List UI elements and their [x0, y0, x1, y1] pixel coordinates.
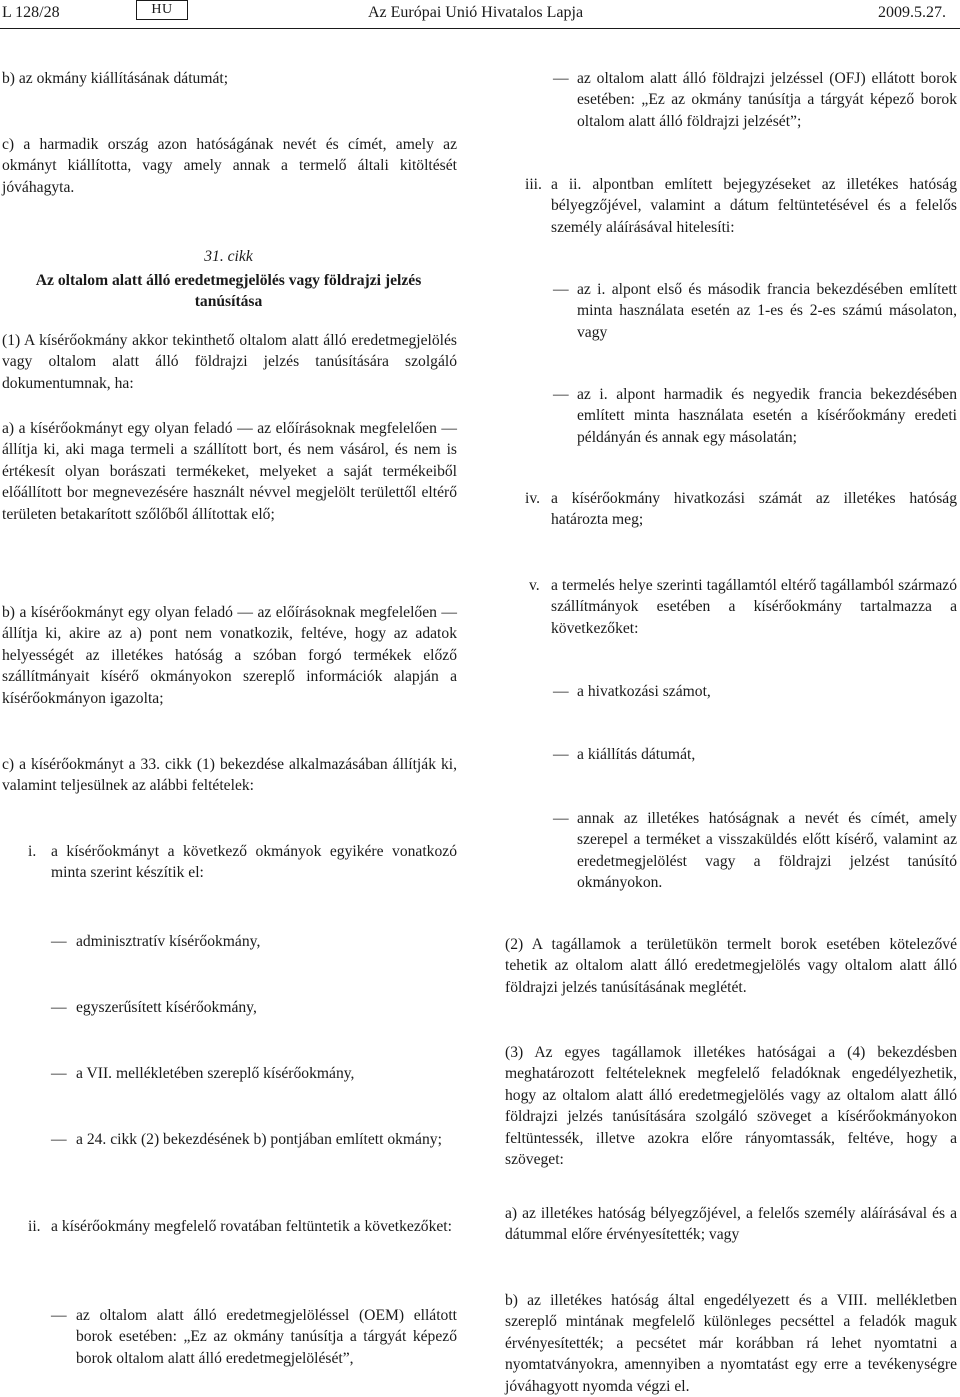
paragraph-2: (2) A tagállamok a területükön termelt borok esetében kötelezővé tehetik az oltalom alatt álló eredetmegjelölés vagy oltalom alatt álló földrajzi jelzés tanúsításának meglétét.: [505, 936, 957, 996]
article-number: 31. cikk: [204, 248, 253, 265]
article-title: Az oltalom alatt álló eredetmegjelölés vagy földrajzi jelzés tanúsítása: [35, 272, 422, 311]
subpoint-v-number: v.: [529, 577, 540, 594]
subpoint-i-number: i.: [28, 843, 37, 860]
subpoint-ii-number: ii.: [28, 1218, 41, 1235]
dash-mark: —: [51, 1131, 67, 1148]
dash-mark: —: [553, 70, 569, 87]
dash-text: az oltalom alatt álló földrajzi jelzéssel (OFJ) ellátott borok esetében: „Ez az okmány tanúsítja a tárgyát képező borok oltalom alatt álló földrajzi jelzését”;: [577, 70, 957, 130]
point-a: a) a kísérőokmányt egy olyan feladó — az előírásoknak megfelelően — állítja ki, aki maga termeli a szállított bort, és nem vásárol, és nem is értékesít olyan borászati termékeket, melyeket a saját termékeiből előállított bor megnevezésére használt névvel megjelölt területtől eltérő területen betakarított szőlőből állítottak elő;: [2, 420, 457, 523]
page-header: [0, 0, 960, 28]
dash-text: egyszerűsített kísérőokmány,: [76, 999, 257, 1016]
point-b: b) a kísérőokmányt egy olyan feladó — az előírásoknak megfelelően — állítja ki, akire az a) pont nem vonatkozik, feltéve, hogy az adatok helyességét az illetékes hatóság a szóban forgó termékek előző szállítmányait kísérő okmányokon szereplő információk alapján a kísérőokmányon igazolta;: [2, 604, 457, 707]
dash-mark: —: [51, 1065, 67, 1082]
subpoint-v-text: a termelés helye szerinti tagállamtól eltérő tagállamból származó szállítmányok esetében a kísérőokmány tartalmazza a következőket:: [551, 577, 957, 637]
paragraph-1: (1) A kísérőokmány akkor tekinthető oltalom alatt álló eredetmegjelölés vagy oltalom alatt álló földrajzi jelzés tanúsítására szolgáló dokumentumnak, ha:: [2, 332, 457, 392]
dash-mark: —: [553, 281, 569, 298]
dash-mark: —: [51, 999, 67, 1016]
subpoint-iii-text: a ii. alpontban említett bejegyzéseket az illetékes hatóság bélyegzőjével, valamint a dátum feltüntetésével és a felelős személy aláírásával hitelesíti:: [551, 176, 957, 236]
subpoint-iv-text: a kísérőokmány hivatkozási számát az illetékes hatóság határozta meg;: [551, 490, 957, 529]
subpoint-i-text: a kísérőokmányt a következő okmányok egyikére vonatkozó minta szerint készítik el:: [51, 843, 457, 882]
subpoint-iv-number: iv.: [525, 490, 541, 507]
paragraph-3: (3) Az egyes tagállamok illetékes hatóságai a (4) bekezdésben meghatározott feltételeknek megfelelő feladóknak engedélyezhetik, hogy az oltalom alatt álló eredetmegjelölés vagy az oltalom alatt álló földrajzi jelzés tanúsítására szolgáló szöveget a kísérőokmányokon feltüntessék, illetve azokra előre rányomtassák, feltéve, hogy a szöveget:: [505, 1044, 957, 1169]
dash-text: a 24. cikk (2) bekezdésének b) pontjában említett okmány;: [76, 1131, 442, 1148]
dash-text: az i. alpont harmadik és negyedik francia bekezdésében említett minta használata esetén a kísérőokmány eredeti példányán és annak egy másolatán;: [577, 386, 957, 446]
dash-mark: —: [51, 933, 67, 950]
paragraph-3-point-a: a) az illetékes hatóság bélyegzőjével, a felelős személy aláírásával és a dátummal előre érvényesítették; vagy: [505, 1205, 957, 1244]
point-b-date: b) az okmány kiállításának dátumát;: [2, 70, 229, 87]
publication-date: 2009.5.27.: [878, 4, 946, 21]
language-code-box: HU: [136, 0, 188, 20]
dash-text: a hivatkozási számot,: [577, 683, 711, 700]
dash-text: adminisztratív kísérőokmány,: [76, 933, 261, 950]
dash-text: annak az illetékes hatóságnak a nevét és címét, amely szerepel a terméket a visszaküldés előtt kísérő, valamint az eredetmegjelölést vagy a földrajzi jelzést tanúsító okmányokon.: [577, 810, 957, 892]
subpoint-ii-text: a kísérőokmány megfelelő rovatában feltüntetik a következőket:: [51, 1218, 452, 1235]
dash-text: az oltalom alatt álló eredetmegjelöléssel (OEM) ellátott borok esetében: „Ez az okmány tanúsítja a tárgyát képező borok oltalom alatt álló eredetmegjelölését”,: [76, 1307, 457, 1367]
subpoint-iii-number: iii.: [525, 176, 542, 193]
dash-text: a kiállítás dátumát,: [577, 746, 696, 763]
page-reference: L 128/28: [2, 4, 60, 21]
header-rule: [0, 28, 960, 29]
dash-mark: —: [553, 746, 569, 763]
dash-mark: —: [51, 1307, 67, 1324]
dash-text: az i. alpont első és második francia bekezdésében említett minta használata esetén az 1-es és 2-es számú másolaton, vagy: [577, 281, 957, 341]
dash-mark: —: [553, 683, 569, 700]
dash-mark: —: [553, 386, 569, 403]
paragraph-3-point-b: b) az illetékes hatóság által engedélyezett és a VIII. mellékletben szereplő mintának megfelelő különleges pecséttel a feladók maguk érvényesítették; a pecsétet már korábban rá lehet nyomtatni a nyomtatványokra, amennyiben a nyomtatást egy erre a tevékenységre jóváhagyott nyomda végzi el.: [505, 1292, 957, 1395]
dash-text: a VII. mellékletében szereplő kísérőokmány,: [76, 1065, 355, 1082]
point-c-authority: c) a harmadik ország azon hatóságának nevét és címét, amely az okmányt kiállította, vagy amely annak a termelő általi kitöltését jóváhagyta.: [2, 136, 457, 196]
dash-mark: —: [553, 810, 569, 827]
journal-title: Az Európai Unió Hivatalos Lapja: [368, 4, 584, 21]
point-c: c) a kísérőokmányt a 33. cikk (1) bekezdése alkalmazásában állítják ki, valamint teljesülnek az alábbi feltételek:: [2, 756, 457, 795]
